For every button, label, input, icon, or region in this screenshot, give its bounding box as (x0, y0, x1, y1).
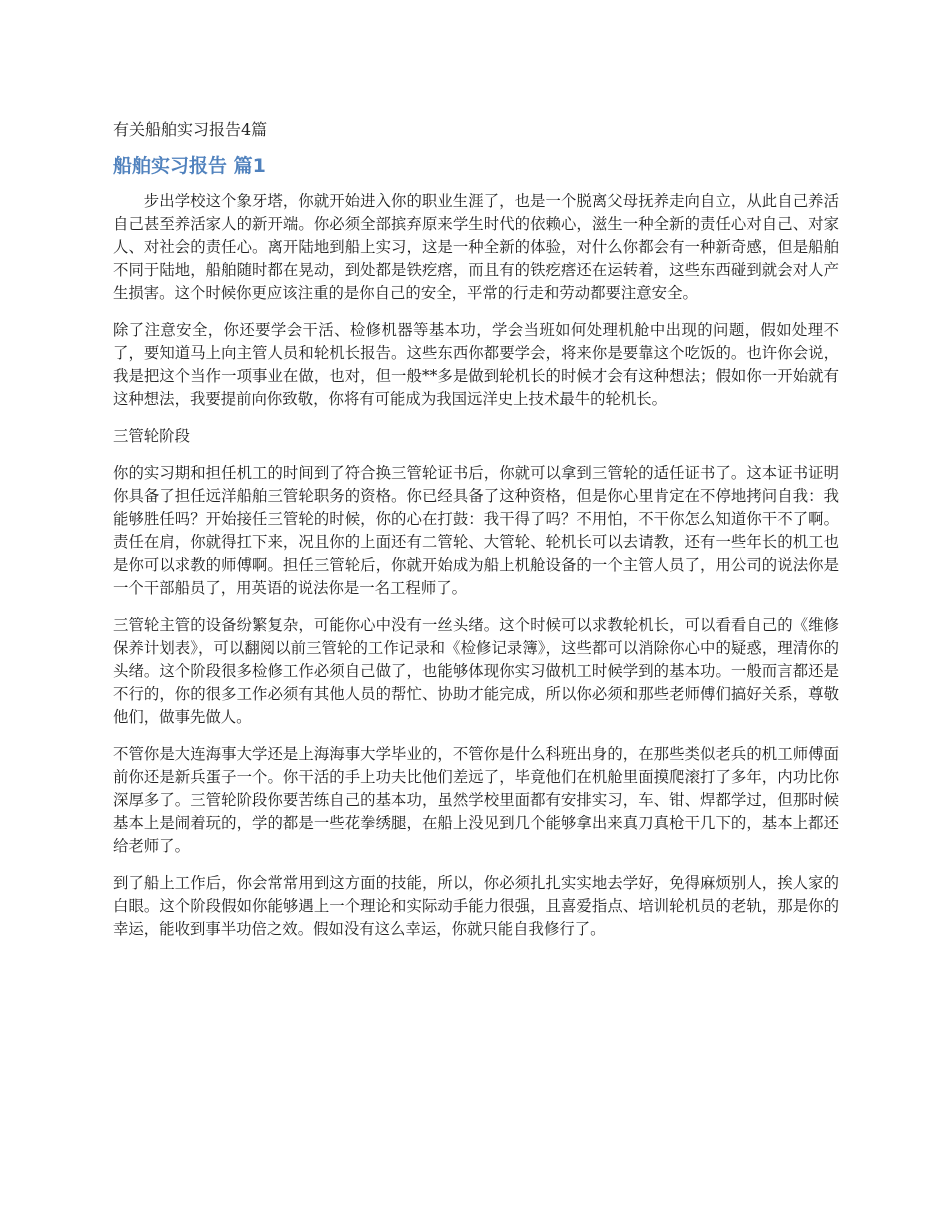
paragraph-equipment: 三管轮主管的设备纷繁复杂，可能你心中没有一丝头绪。这个时候可以求教轮机长，可以看看自己的《维修保养计划表》，可以翻阅以前三管轮的工作记录和《检修记录簿》，这些都可以消除你心中的疑惑，理清你的头绪。这个阶段很多检修工作必须自己做了，也能够体现你实习做机工时候学到的基本功。一般而言都还是不行的，你的很多工作必须有其他人员的帮忙、协助才能完成，所以你必须和那些老师傅们搞好关系，尊敬他们，做事先做人。 (113, 616, 839, 726)
paragraph-certificate: 你的实习期和担任机工的时间到了符合换三管轮证书后，你就可以拿到三管轮的适任证书了。这本证书证明你具备了担任远洋船舶三管轮职务的资格。你已经具备了这种资格，但是你心里肯定在不停地拷问自我：我能够胜任吗？开始接任三管轮的时候，你的心在打鼓：我干得了吗？不用怕，不干你怎么知道你干不了啊。责任在肩，你就得扛下来，况且你的上面还有二管轮、大管轮、轮机长可以去请教，还有一些年长的机工也是你可以求教的师傅啊。担任三管轮后，你就开始成为船上机舱设备的一个主管人员了，用公司的说法你是一个干部船员了，用英语的说法你是一名工程师了。 (113, 464, 839, 597)
document-title: 有关船舶实习报告4篇 (113, 120, 268, 139)
paragraph-safety: 除了注意安全，你还要学会干活、检修机器等基本功，学会当班如何处理机舱中出现的问题，假如处理不了，要知道马上向主管人员和轮机长报告。这些东西你都要学会，将来你是要靠这个吃饭的。也许你会说，我是把这个当作一项事业在做，也对，但一般**多是做到轮机长的时候才会有这种想法；假如你一开始就有这种想法，我要提前向你致敬，你将有可能成为我国远洋史上技术最牛的轮机长。 (113, 321, 839, 408)
paragraph-intro: 步出学校这个象牙塔，你就开始进入你的职业生涯了，也是一个脱离父母抚养走向自立，从此自己养活自己甚至养活家人的新开端。你必须全部摈弃原来学生时代的依赖心，滋生一种全新的责任心对自己、对家人、对社会的责任心。离开陆地到船上实习，这是一种全新的体验，对什么你都会有一种新奇感，但是船舶不同于陆地，船舶随时都在晃动，到处都是铁疙瘩，而且有的铁疙瘩还在运转着，这些东西碰到就会对人产生损害。这个时候你更应该注重的是你自己的安全，平常的行走和劳动都要注意安全。 (113, 192, 839, 302)
paragraph-skills: 到了船上工作后，你会常常用到这方面的技能，所以，你必须扎扎实实地去学好，免得麻烦别人，挨人家的白眼。这个阶段假如你能够遇上一个理论和实际动手能力很强，且喜爱指点、培训轮机员的老轨，那是你的幸运，能收到事半功倍之效。假如没有这么幸运，你就只能自我修行了。 (113, 874, 839, 938)
subheading-third-engineer: 三管轮阶段 (113, 427, 190, 445)
paragraph-veterans: 不管你是大连海事大学还是上海海事大学毕业的，不管你是什么科班出身的，在那些类似老兵的机工师傅面前你还是新兵蛋子一个。你干活的手上功夫比他们差远了，毕竟他们在机舱里面摸爬滚打了多年，内功比你深厚多了。三管轮阶段你要苦练自己的基本功，虽然学校里面都有安排实习，车、钳、焊都学过，但那时候基本上是闹着玩的，学的都是一些花拳绣腿，在船上没见到几个能够拿出来真刀真枪干几下的，基本上都还给老师了。 (113, 745, 839, 855)
section-heading: 船舶实习报告 篇1 (113, 155, 266, 177)
document-page (113, 118, 839, 955)
